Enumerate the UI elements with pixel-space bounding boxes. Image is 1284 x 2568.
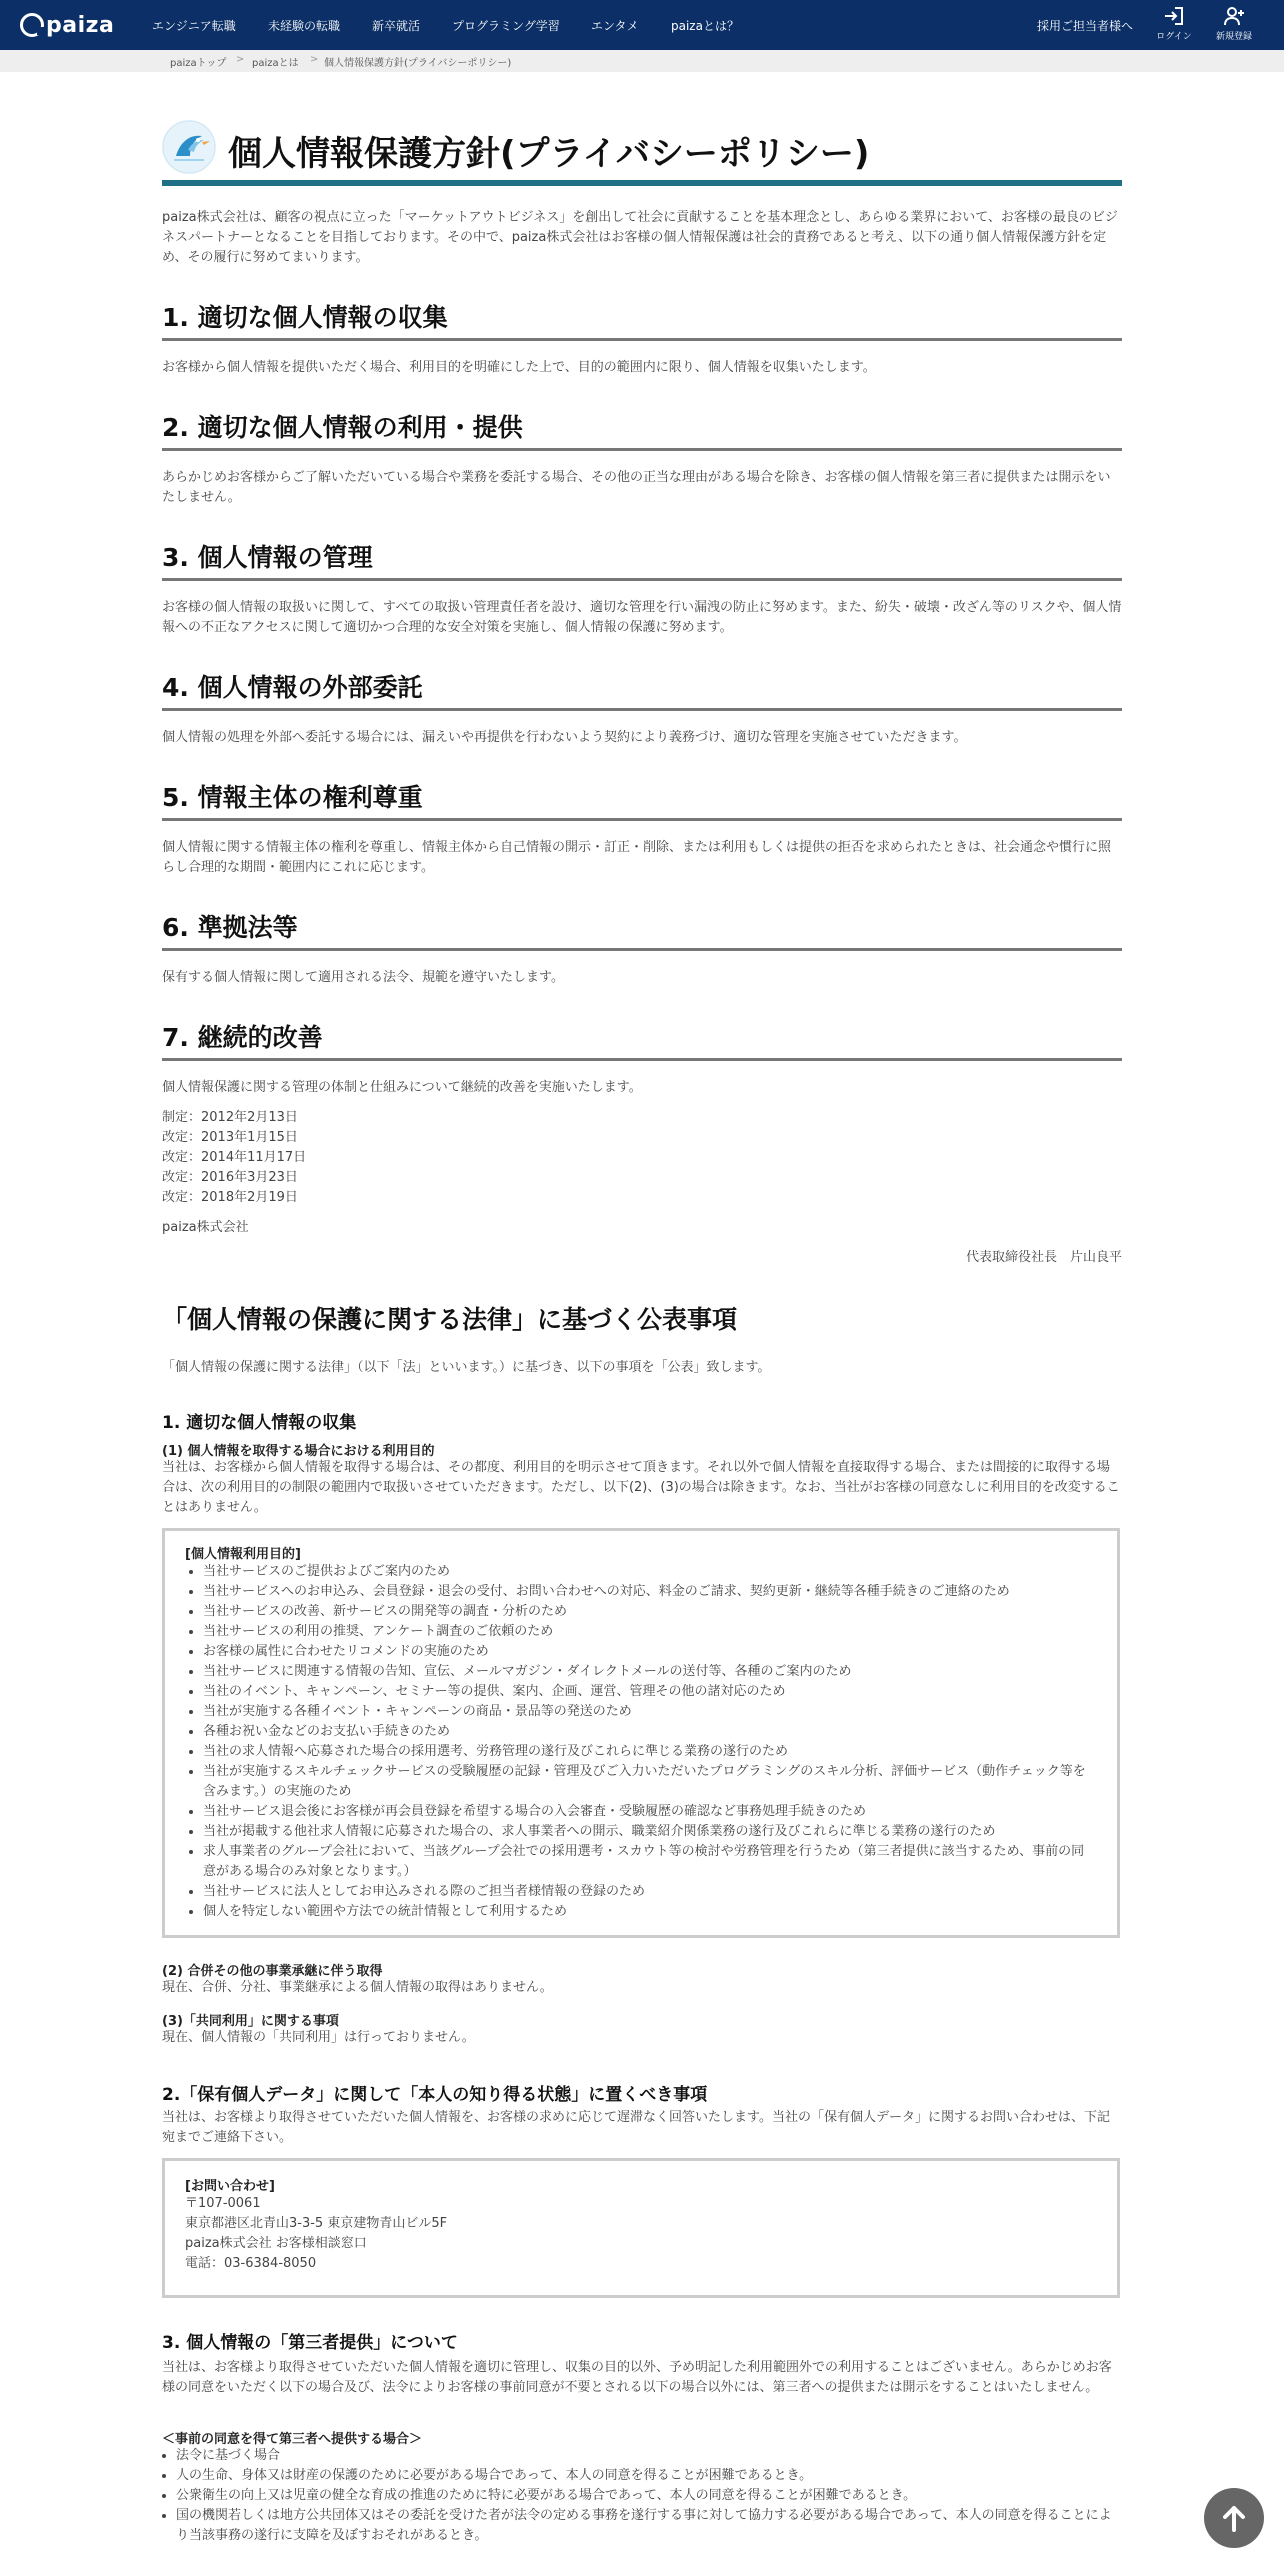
breadcrumb-separator: > [310,54,319,65]
date-revised: 改定：2018年2月19日 [162,1190,298,1205]
section-heading-management: 3. 個人情報の管理 [162,538,1122,581]
list-item: • 求人事業者のグループ会社において、当該グループ会社での採用選考・スカウト等の検討や労務管理を行うため（第三者提供に該当するため、事前の同意がある場合のみ対象となります。） [203,1842,1097,1882]
public-section3-sub: ＜事前の同意を得て第三者へ提供する場合＞ [162,2432,423,2447]
login-icon [1163,6,1185,26]
scroll-to-top-button[interactable] [1204,2488,1264,2548]
date-revised: 改定：2013年1月15日 [162,1130,298,1145]
public-section1-sub3: (3)「共同利用」に関する事項 [162,2014,339,2029]
recruiter-link[interactable]: 採用ご担当者様へ [1037,19,1134,33]
add-user-icon [1223,6,1245,26]
nav-item-graduate[interactable]: 新卒就活 [372,19,421,33]
third-party-list [162,2446,1122,2546]
public-section2-body: 当社は、お客様より取得させていただいた個人情報を、お客様の求めに応じて遅滞なく回答いたします。当社の「保有個人データ」に関するお問い合わせは、下記宛までご連絡下さい。 [162,2110,1110,2145]
section-body-law: 保有する個人情報に関して適用される法令、規範を遵守いたします。 [162,970,564,985]
breadcrumb-separator: > [236,54,245,65]
contact-box [162,2158,1120,2298]
nav-item-entertainment[interactable]: エンタメ [591,19,639,33]
list-item: • 当社が掲載する他社求人情報に応募された場合の、求人事業者への開示、職業紹介関係業務の遂行及びこれらに準じる業務の遂行のため [203,1822,1097,1842]
login-button[interactable] [1149,6,1199,46]
public-section1-sub3-body: 現在、個人情報の「共同利用」は行っておりません。 [162,2030,475,2045]
nav-item-engineer-job[interactable]: エンジニア転職 [152,19,236,33]
purpose-box [162,1528,1120,1938]
list-item: • 当社サービスの利用の推奨、アンケート調査のご依頼のため [203,1622,1097,1642]
purpose-box-title: [個人情報利用目的] [185,1547,301,1562]
arrow-up-icon [1222,2504,1246,2532]
page-title-row [162,118,1122,182]
section-body-rights: 個人情報に関する情報主体の権利を尊重し、情報主体から自己情報の開示・訂正・削除、または利用もしくは提供の拒否を求められたときは、社会通念や慣行に照らし合理的な期間・範囲内にこれに応じます。 [162,840,1112,875]
signup-button[interactable] [1209,6,1259,46]
breadcrumb-item-current: 個人情報保護方針(プライバシーポリシー) [324,58,512,69]
list-item: • 当社サービスへのお申込み、会員登録・退会の受付、お問い合わせへの対応、料金のご請求、契約更新・継続等各種手続きのご連絡のため [203,1582,1097,1602]
public-disclosure-intro: 「個人情報の保護に関する法律」（以下「法」といいます。）に基づき、以下の事項を「公表」致します。 [162,1360,771,1375]
section-heading-law: 6. 準拠法等 [162,908,1122,951]
public-section1-heading: 1. 適切な個人情報の収集 [162,1413,357,1433]
date-revised: 改定：2016年3月23日 [162,1170,298,1185]
contact-box-title: [お問い合わせ] [185,2179,275,2194]
list-item: • 当社のイベント、キャンペーン、セミナー等の提供、案内、企画、運営、管理その他の諸対応のため [203,1682,1097,1702]
nav-item-learning[interactable]: プログラミング学習 [452,19,560,33]
list-item: • 法令に基づく場合 [176,2446,1122,2466]
nav-item-about[interactable]: paizaとは？ [671,19,739,33]
list-item: • 国の機関若しくは地方公共団体又はその委託を受けた者が法令の定める事務を遂行する事に対して協力する必要がある場合であって、本人の同意を得ることにより当該事務の遂行に支障を及ぼすおそれがあるとき。 [176,2506,1122,2546]
section-heading-outsourcing: 4. 個人情報の外部委託 [162,668,1122,711]
public-disclosure-heading: 「個人情報の保護に関する法律」に基づく公表事項 [162,1305,738,1334]
public-section1-sub2: (2) 合併その他の事業承継に伴う取得 [162,1964,383,1979]
public-section1-body: 当社は、お客様から個人情報を取得する場合は、その都度、利用目的を明示させて頂きます。それ以外で個人情報を直接取得する場合、または間接的に取得する場合は、次の利用目的の制限の範囲内で取扱いさせていただきます。ただし、以下(2)、(3)の場合は除きます。なお、当社がお客様の同意なしに利用目的を改変することはありません。 [162,1460,1120,1515]
list-item: • 個人を特定しない範囲や方法での統計情報として利用するため [203,1902,1097,1922]
top-navbar [0,0,1284,50]
list-item: • 人の生命、身体又は財産の保護のために必要がある場合であって、本人の同意を得ることが困難であるとき。 [176,2466,1122,2486]
public-section1-sub1: (1) 個人情報を取得する場合における利用目的 [162,1444,435,1459]
contact-department: paiza株式会社 お客様相談窓口 [185,2236,367,2251]
page-title: 個人情報保護方針(プライバシーポリシー) [228,134,870,174]
public-section3-heading: 3. 個人情報の「第三者提供」について [162,2333,458,2353]
date-established: 制定：2012年2月13日 [162,1110,298,1125]
breadcrumb-item-about[interactable]: paizaとは [252,58,299,69]
contact-phone: 電話：03-6384-8050 [185,2256,317,2271]
list-item: • 各種お祝い金などのお支払い手続きのため [203,1722,1097,1742]
purpose-list [185,1562,1097,1922]
company-name: paiza株式会社 [162,1220,249,1235]
section-heading-collection: 1. 適切な個人情報の収集 [162,298,1122,341]
section-body-improvement: 個人情報保護に関する管理の体制と仕組みについて継続的改善を実施いたします。 [162,1080,642,1095]
section-body-management: お客様の個人情報の取扱いに関して、すべての取扱い管理責任者を設け、適切な管理を行い漏洩の防止に努めます。また、紛失・破壊・改ざん等のリスクや、個人情報への不正なアクセスに関して適切かつ合理的な安全対策を実施し、個人情報の保護に努めます。 [162,600,1122,635]
revision-dates [162,1108,1122,1208]
section-heading-use: 2. 適切な個人情報の利用・提供 [162,408,1122,451]
nav-item-beginner-job[interactable]: 未経験の転職 [268,19,341,33]
section-heading-rights: 5. 情報主体の権利尊重 [162,778,1122,821]
paiza-mascot-icon [162,120,216,174]
list-item: • 当社サービスのご提供およびご案内のため [203,1562,1097,1582]
intro-paragraph: paiza株式会社は、顧客の視点に立った「マーケットアウトビジネス」を創出して社会に貢献することを基本理念とし、あらゆる業界において、お客様の最良のビジネスパートナーとなることを目指しております。その中で、paiza株式会社はお客様の個人情報保護は社会的責務であると考え、以下の通り個人情報保護方針を定め、その履行に努めてまいります。 [162,210,1118,265]
list-item: • 当社サービスに関連する情報の告知、宣伝、メールマガジン・ダイレクトメールの送付等、各種のご案内のため [203,1662,1097,1682]
list-item: • 当社サービスの改善、新サービスの開発等の調査・分析のため [203,1602,1097,1622]
list-item: • 公衆衛生の向上又は児童の健全な育成の推進のために特に必要がある場合であって、本人の同意を得ることが困難であるとき。 [176,2486,1122,2506]
logo-mark-icon [20,13,44,37]
ceo-signature: 代表取締役社長 片山良平 [965,1250,1122,1265]
list-item: • 当社が実施するスキルチェックサービスの受験履歴の記録・管理及びご入力いただいたプログラミングのスキル分析、評価サービス（動作チェック等を含みます。）の実施のため [203,1762,1097,1802]
logo-text: paiza [46,12,115,38]
title-underline [162,180,1122,186]
public-section1-sub2-body: 現在、合併、分社、事業継承による個人情報の取得はありません。 [162,1980,553,1995]
section-body-outsourcing: 個人情報の処理を外部へ委託する場合には、漏えいや再提供を行わないよう契約により義務づけ、適切な管理を実施させていただきます。 [162,730,967,745]
section-heading-improvement: 7. 継続的改善 [162,1018,1122,1061]
list-item: • 当社の求人情報へ応募された場合の採用選考、労務管理の遂行及びこれらに準じる業務の遂行のため [203,1742,1097,1762]
list-item: • 当社サービス退会後にお客様が再会員登録を希望する場合の入会審査・受験履歴の確認など事務処理手続きのため [203,1802,1097,1822]
list-item: • お客様の属性に合わせたリコメンドの実施のため [203,1642,1097,1662]
list-item: • 当社サービスに法人としてお申込みされる際のご担当者様情報の登録のため [203,1882,1097,1902]
signup-label: 新規登録 [1215,32,1252,42]
public-section2-heading: 2.「保有個人データ」に関して「本人の知り得る状態」に置くべき事項 [162,2085,708,2105]
date-revised: 改定：2014年11月17日 [162,1150,307,1165]
section-body-collection: お客様から個人情報を提供いただく場合、利用目的を明確にした上で、目的の範囲内に限り、個人情報を収集いたします。 [162,360,876,375]
contact-postal: 〒107-0061 [185,2196,261,2211]
public-section3-body: 当社は、お客様より取得させていただいた個人情報を適切に管理し、収集の目的以外、予め明記した利用範囲外での利用することはございません。あらかじめお客様の同意をいただく以下の場合及び、法令によりお客様の事前同意が不要とされる以下の場合以外には、第三者への提供または開示をすることはいたしません。 [162,2360,1112,2395]
login-label: ログイン [1156,32,1192,42]
contact-address: 東京都港区北青山3-3-5 東京建物青山ビル5F [185,2216,448,2231]
paiza-logo[interactable] [20,11,114,39]
breadcrumb-item-top[interactable]: paizaトップ [170,58,227,69]
list-item: • 当社が実施する各種イベント・キャンペーンの商品・景品等の発送のため [203,1702,1097,1722]
section-body-use: あらかじめお客様からご了解いただいている場合や業務を委託する場合、その他の正当な理由がある場合を除き、お客様の個人情報を第三者に提供または開示をいたしません。 [162,470,1111,505]
